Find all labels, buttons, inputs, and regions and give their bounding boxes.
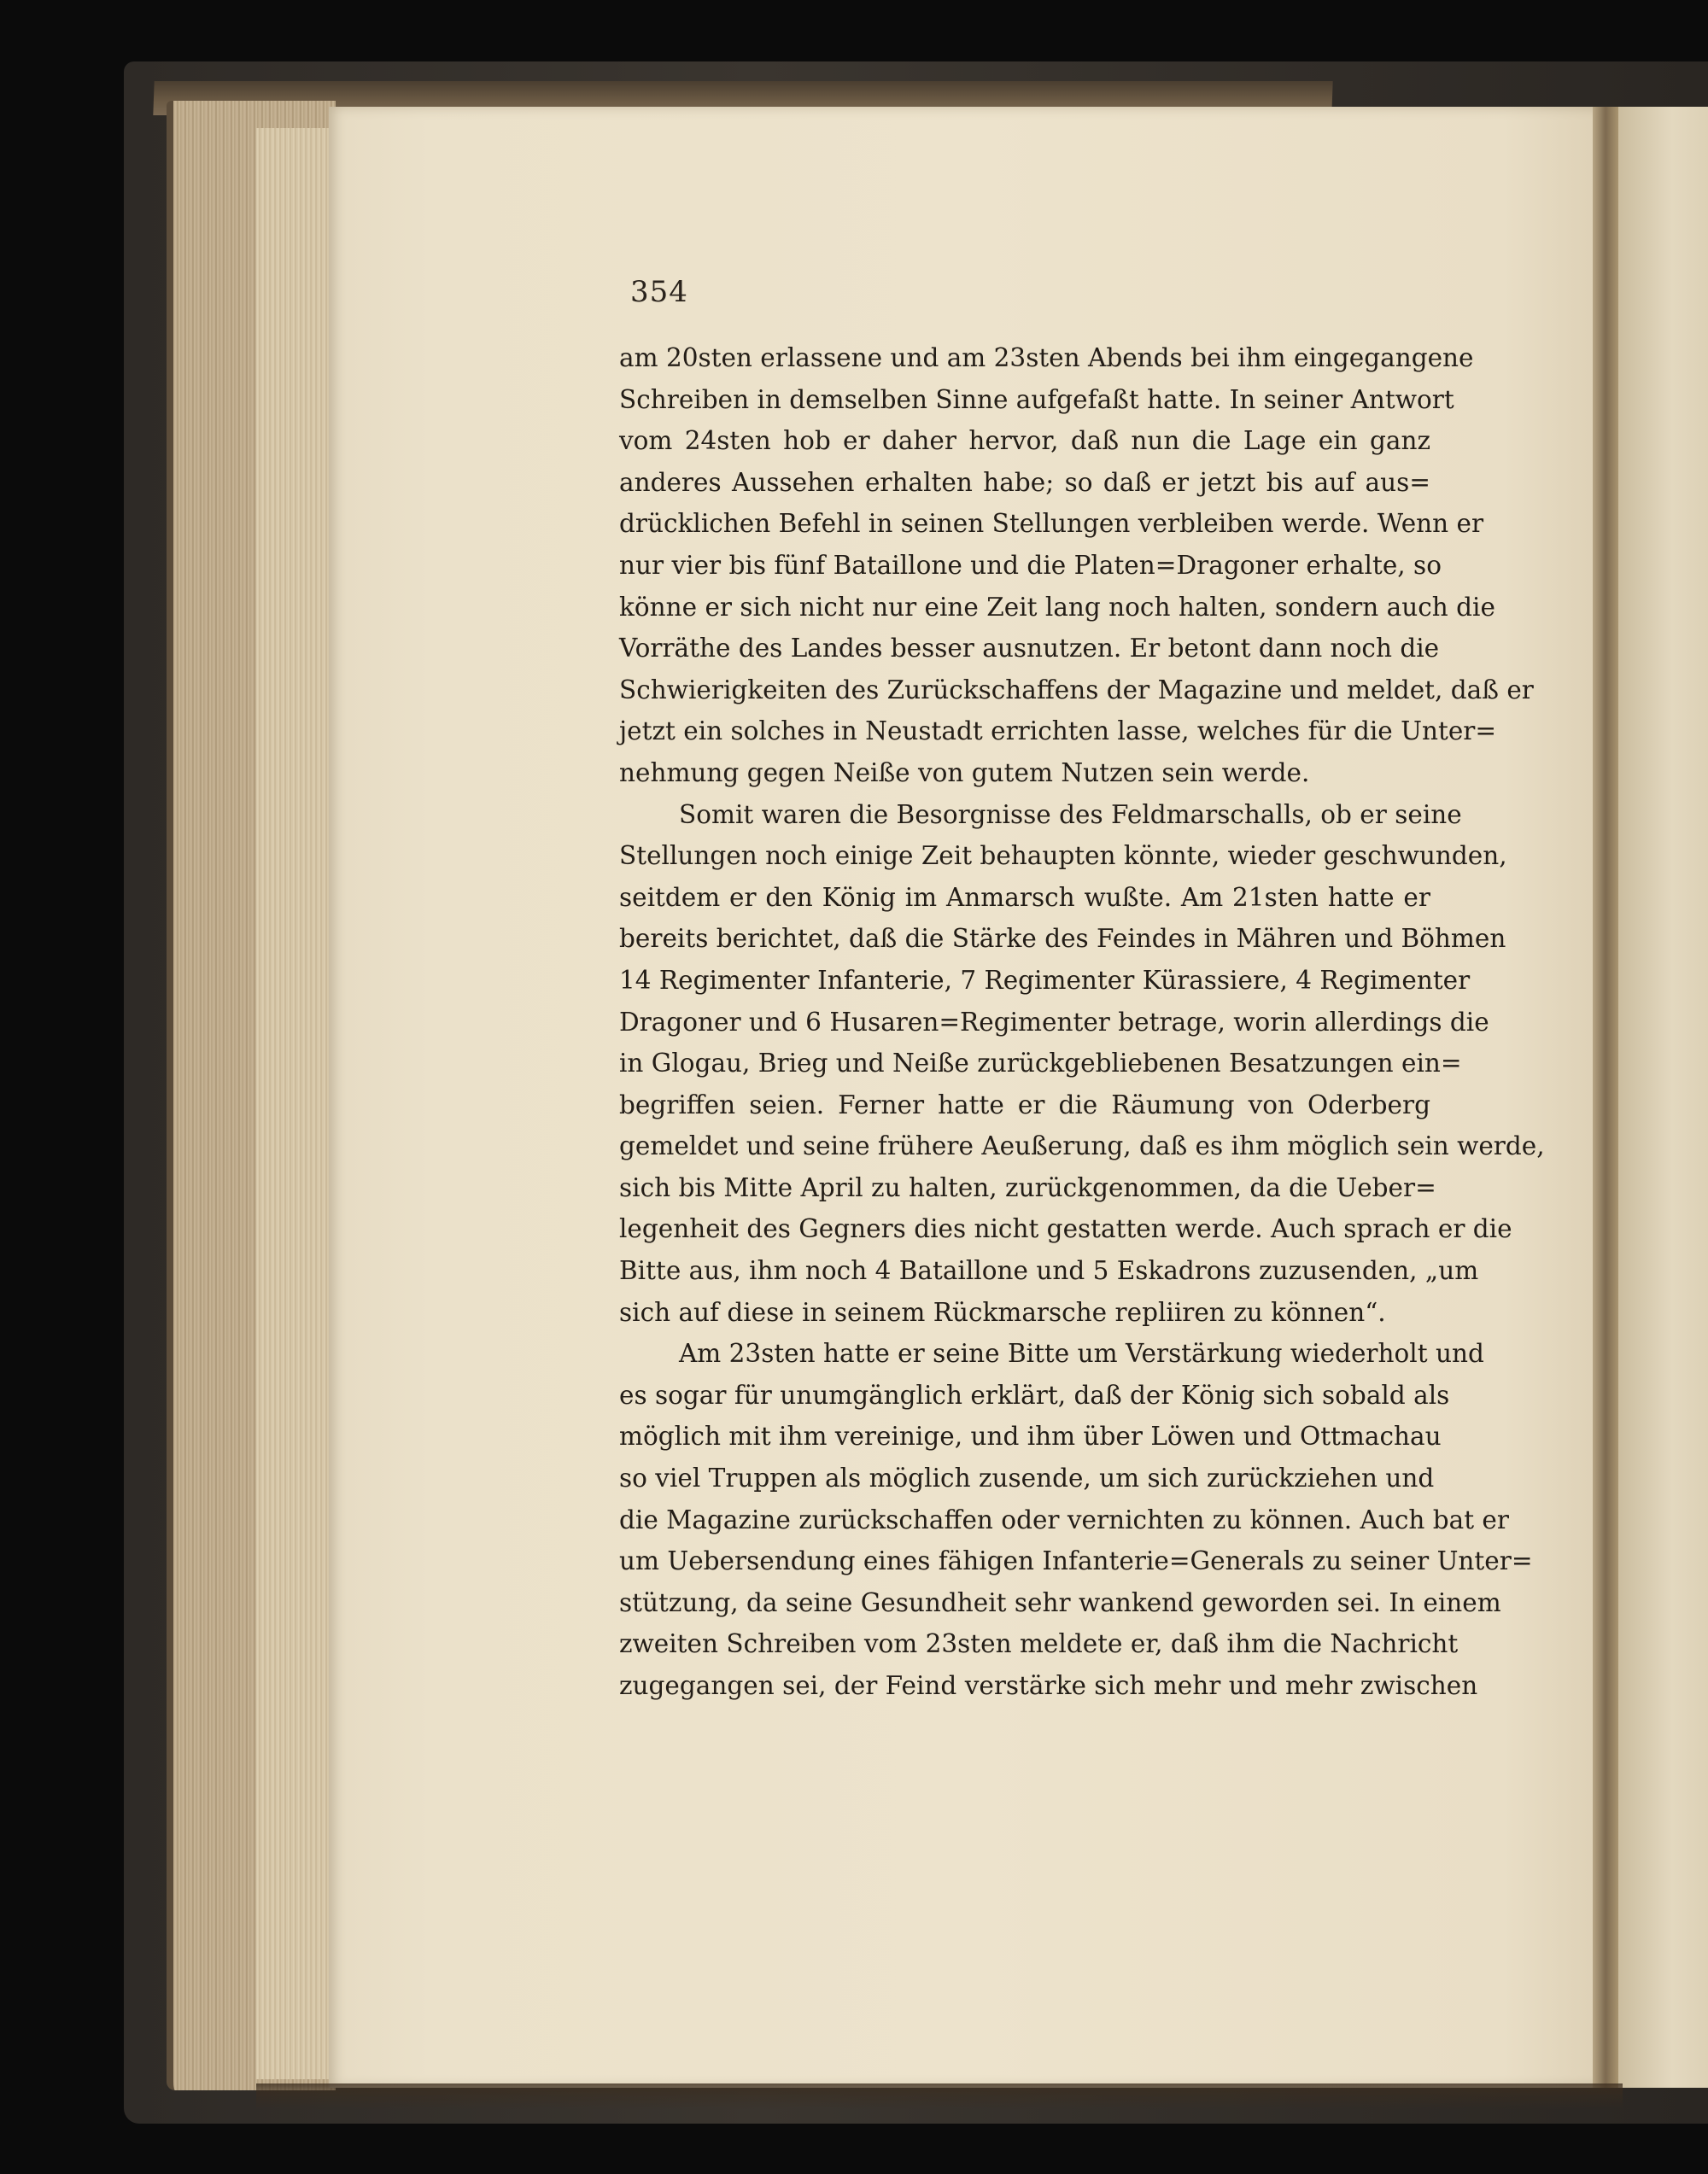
text-line: könne er sich nicht nur eine Zeit lang noch halten, sondern auch die <box>619 592 1495 622</box>
text-line: Bitte aus, ihm noch 4 Bataillone und 5 Eskadrons zuzusenden, „um <box>619 1256 1479 1286</box>
text-line: möglich mit ihm vereinige, und ihm über Löwen und Ottmachau <box>619 1422 1442 1452</box>
text-line: gemeldet und seine frühere Aeußerung, daß es ihm möglich sein werde, <box>619 1131 1545 1161</box>
text-line: es sogar für unumgänglich erklärt, daß der König sich sobald als <box>619 1380 1450 1410</box>
text-line: jetzt ein solches in Neustadt errichten lasse, welches für die Unter= <box>619 716 1497 746</box>
text-line: seitdem er den König im Anmarsch wußte. Am 21sten hatte er <box>619 882 1430 912</box>
text-line: die Magazine zurückschaffen oder vernichten zu können. Auch bat er <box>619 1505 1509 1534</box>
text-line: zweiten Schreiben vom 23sten meldete er, daß ihm die Nachricht <box>619 1629 1459 1659</box>
text-line: Vorräthe des Landes besser ausnutzen. Er betont dann noch die <box>619 634 1440 663</box>
text-line: vom 24sten hob er daher hervor, daß nun die Lage ein ganz <box>619 426 1430 456</box>
page-edges-inner <box>256 128 329 2079</box>
text-line: sich auf diese in seinem Rückmarsche repliiren zu können“. <box>619 1297 1386 1327</box>
facing-page-edge <box>1618 107 1708 2088</box>
text-line: in Glogau, Brieg und Neiße zurückgebliebenen Besatzungen ein= <box>619 1049 1462 1078</box>
text-line: anderes Aussehen erhalten habe; so daß er jetzt bis auf aus= <box>619 467 1430 497</box>
text-line: stützung, da seine Gesundheit sehr wankend geworden sei. In einem <box>619 1587 1501 1617</box>
text-line: Schreiben in demselben Sinne aufgefaßt hatte. In seiner Antwort <box>619 384 1454 414</box>
bottom-shadow <box>256 2083 1623 2109</box>
text-line: Schwierigkeiten des Zurückschaffens der Magazine und meldet, daß er <box>619 675 1534 704</box>
page-number: 354 <box>630 275 688 309</box>
page-text-block <box>619 337 1545 1707</box>
text-line: nur vier bis fünf Bataillone und die Platen=Dragoner erhalte, so <box>619 550 1442 580</box>
text-line: Dragoner und 6 Husaren=Regimenter betrage, worin allerdings die <box>619 1007 1489 1037</box>
text-line: drücklichen Befehl in seinen Stellungen verbleiben werde. Wenn er <box>619 509 1484 539</box>
text-line: Somit waren die Besorgnisse des Feldmarschalls, ob er seine <box>679 799 1462 829</box>
text-line: nehmung gegen Neiße von gutem Nutzen sein werde. <box>619 757 1310 787</box>
text-line: um Uebersendung eines fähigen Infanterie=Generals zu seiner Unter= <box>619 1546 1533 1576</box>
text-line: am 20sten erlassene und am 23sten Abends bei ihm eingegangene <box>619 343 1474 372</box>
text-line: so viel Truppen als möglich zusende, um sich zurückziehen und <box>619 1464 1435 1493</box>
text-line: zugegangen sei, der Feind verstärke sich mehr und mehr zwischen <box>619 1671 1478 1700</box>
text-line: Am 23sten hatte er seine Bitte um Verstärkung wiederholt und <box>679 1339 1484 1369</box>
text-line: begriffen seien. Ferner hatte er die Räumung von Oderberg <box>619 1090 1430 1119</box>
text-line: bereits berichtet, daß die Stärke des Feindes in Mähren und Böhmen <box>619 924 1506 954</box>
book-gutter <box>1593 107 1618 2088</box>
text-line: Stellungen noch einige Zeit behaupten könnte, wieder geschwunden, <box>619 841 1507 871</box>
text-line: 14 Regimenter Infanterie, 7 Regimenter Kürassiere, 4 Regimenter <box>619 965 1471 995</box>
text-line: legenheit des Gegners dies nicht gestatten werde. Auch sprach er die <box>619 1214 1512 1244</box>
text-line: sich bis Mitte April zu halten, zurückgenommen, da die Ueber= <box>619 1172 1436 1202</box>
